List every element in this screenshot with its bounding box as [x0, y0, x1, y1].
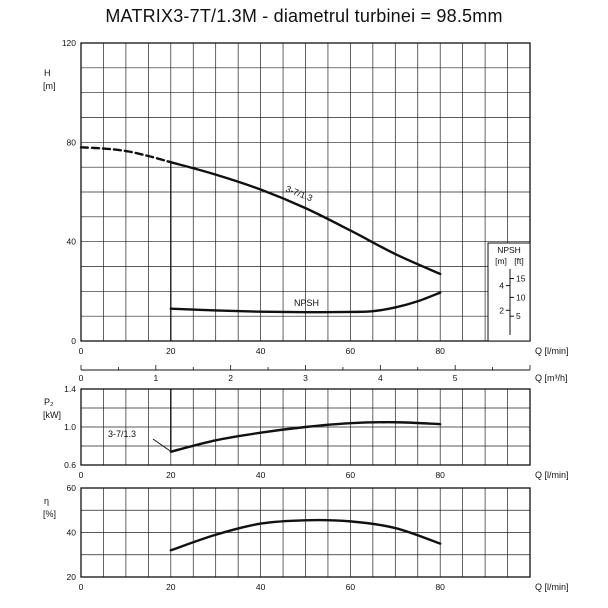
head-x-tick-label: 0 [78, 346, 84, 356]
head-y-tick-label: 40 [66, 236, 76, 247]
power-y-tick-label: 1.4 [64, 384, 76, 394]
npsh-inset-ft-label: 10 [516, 292, 526, 303]
head-y-axis-unit: [m] [43, 81, 56, 91]
power-x-tick-label: 80 [435, 470, 445, 480]
efficiency-x-tick-label: 40 [255, 582, 266, 592]
secondary-x-axis-label: Q [m³/h] [535, 373, 568, 383]
npsh-curve-label: NPSH [294, 298, 320, 308]
secondary-x-tick-label: 3 [303, 373, 308, 383]
power-x-axis-label: Q [l/min] [535, 470, 569, 480]
npsh-inset-ft-label: 15 [516, 273, 526, 284]
efficiency-x-tick-label: 60 [345, 582, 356, 592]
head-x-tick-label: 80 [435, 346, 445, 356]
power-y-axis-label: P₂ [44, 397, 54, 407]
npsh-inset-m-label: 4 [499, 280, 504, 291]
npsh-inset-unit-m: [m] [495, 256, 507, 266]
chart-title: MATRIX3-7T/1.3M - diametrul turbinei = 98.5mm [105, 6, 503, 26]
head-x-axis-label: Q [l/min] [535, 346, 569, 356]
secondary-x-tick-label: 2 [228, 373, 234, 383]
power-x-tick-label: 60 [345, 470, 356, 480]
power-x-tick-label: 0 [78, 470, 84, 480]
efficiency-y-tick-label: 40 [66, 527, 76, 538]
power-y-axis-unit: [kW] [43, 410, 61, 420]
head-x-tick-label: 40 [255, 346, 266, 356]
npsh-inset-unit-ft: [ft] [514, 256, 524, 266]
power-x-tick-label: 20 [166, 470, 176, 480]
efficiency-x-tick-label: 20 [166, 582, 176, 592]
efficiency-x-axis-label: Q [l/min] [535, 582, 569, 592]
efficiency-x-tick-label: 0 [78, 582, 84, 592]
power-y-tick-label: 0.6 [64, 460, 76, 470]
power-y-tick-label: 1.0 [64, 422, 76, 432]
secondary-x-tick-label: 5 [452, 373, 458, 383]
efficiency-y-axis-unit: [%] [43, 509, 57, 519]
head-x-tick-label: 60 [345, 346, 356, 356]
npsh-inset-ft-label: 5 [516, 311, 521, 322]
head-curve-label: 3-7/1.3 [284, 183, 314, 204]
secondary-x-tick-label: 0 [78, 373, 84, 383]
efficiency-y-axis-label: η [44, 496, 50, 506]
power-x-tick-label: 40 [255, 470, 266, 480]
secondary-x-tick-label: 4 [377, 373, 383, 383]
power-curve-label-leader [153, 439, 170, 451]
head-y-tick-label: 0 [71, 336, 76, 346]
npsh-inset-m-label: 2 [499, 305, 504, 316]
power-curve-label: 3-7/1.3 [108, 429, 137, 439]
head-y-tick-label: 120 [61, 38, 76, 48]
efficiency-y-tick-label: 20 [66, 572, 76, 582]
npsh-inset-title: NPSH [497, 245, 521, 255]
head-y-axis-label: H [44, 68, 51, 78]
efficiency-y-tick-label: 60 [66, 483, 76, 493]
efficiency-x-tick-label: 80 [435, 582, 445, 592]
head-y-tick-label: 80 [66, 137, 76, 148]
head-x-tick-label: 20 [166, 346, 176, 356]
secondary-x-tick-label: 1 [153, 373, 159, 383]
